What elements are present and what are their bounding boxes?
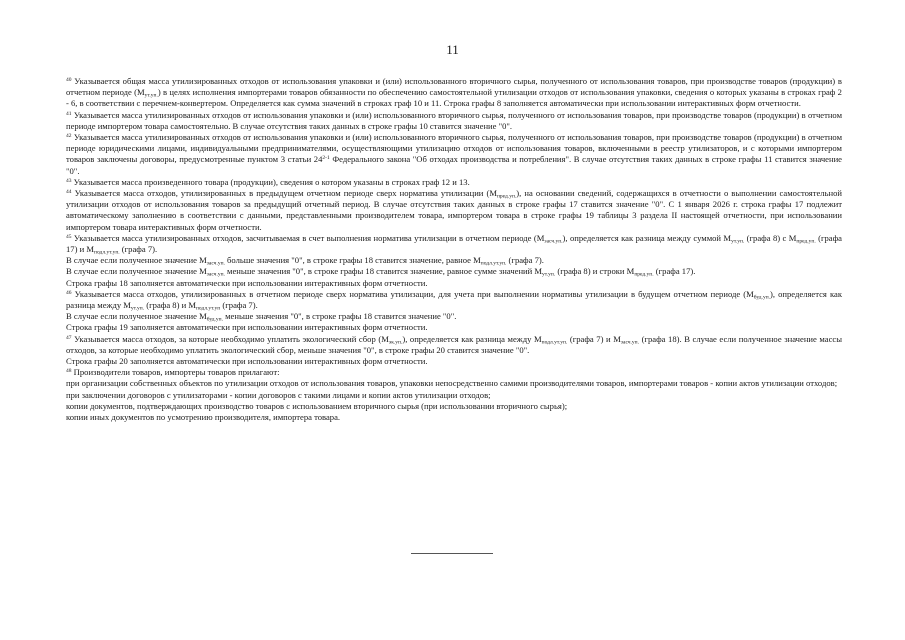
footnote-paragraph — [66, 110, 842, 132]
footnote-text: Строка графы 20 заполняется автоматически при использовании интерактивных форм отчетности. — [66, 356, 428, 367]
footnote-text: Производители товаров, импортеры товаров прилагают: — [73, 367, 280, 378]
footnote-paragraph — [66, 76, 842, 110]
footnote-number: 41 — [66, 110, 72, 117]
footnote-paragraph — [66, 378, 842, 389]
footnote-text: копии документов, подтверждающих производство товаров с использованием вторичного сырья (при использовании вторичного сырья); — [66, 400, 568, 411]
footnote-text: Указывается масса отходов, за которые необходимо уплатить экологический сбор $(М_{эк.уп.})$, определяется как разница между $М_{подл.ут.уп.}$ (графа 7) и $М_{засч.уп.}$ (графа 18). В случае если полученное значение массы отходов, за которые необходимо уплатить экологический сбор, меньше значения "0", в строке графы 20 ставится значение "0". — [66, 333, 842, 355]
footnote-paragraph — [66, 334, 842, 356]
footnote-paragraph — [66, 322, 842, 333]
footnote-text: Строка графы 18 заполняется автоматически при использовании интерактивных форм отчетности. — [66, 277, 428, 288]
footer-divider — [411, 553, 493, 554]
footnote-paragraph — [66, 233, 842, 255]
footnote-number: 45 — [66, 233, 72, 240]
page-number: 11 — [446, 42, 459, 57]
footnote-paragraph — [66, 412, 842, 423]
footnote-paragraph — [66, 255, 842, 266]
footnote-text: В случае если полученное значение $М_{засч.уп.}$ меньше значения "0", в строке графы 18 ставится значение, равное сумме значений $М_{ут.уп.}$ (графа 8) и строки $М_{пред.уп.}$ (графа 17). — [66, 266, 696, 278]
footnote-paragraph — [66, 401, 842, 412]
footnotes-block — [66, 76, 842, 423]
footnote-paragraph — [66, 311, 842, 322]
footnote-text: Указывается масса утилизированных отходов от использования упаковки и (или) использованного вторичного сырья, полученного от использования товаров, при производстве товаров (продукции) в отчетном периоде юридическими лицами, индивидуальными предпринимателями, осуществляющими утилизацию отходов от использования товаров, включенными в реестр утилизаторов, и с которыми импортером товаров заключены договоры, предусмотренные пунктом 3 статьи 24$^{2-1}$ Федерального закона "Об отходах производства и потребления". В случае отсутствия таких данных в строке графы 11 ставится значение "0". — [66, 132, 843, 176]
footnote-text: Указывается масса отходов, утилизированных в предыдущем отчетном периоде сверх норматива утилизации $(М_{пред.уп.})$, на основании сведений, содержащихся в отчетности о выполнении самостоятельной утилизации отходов от использования товаров за предыдущий отчетный период. В случае отсутствия таких данных в строке графы 17 ставится значение "0". С 1 января 2026 г. строка графы 17 подлежит автоматическому заполнению в соответствии с данными, представленными производителем товара, импортером товара в строке графы 19 таблицы 3 раздела II настоящей отчетности, при использовании импортером товара интерактивных форм отчетности. — [66, 188, 842, 232]
footnote-text: Указывается масса утилизированных отходов от использования упаковки и (или) использованного вторичного сырья, полученного от использования товаров, при производстве товаров (продукции) в отчетном периоде импортером товара самостоятельно. В случае отсутствия таких данных в строке графы 10 ставится значение "0". — [66, 109, 843, 131]
footnote-paragraph — [66, 188, 842, 233]
footnote-number: 46 — [66, 289, 72, 296]
footnote-number: 48 — [66, 368, 72, 375]
footnote-number: 43 — [66, 177, 72, 184]
footnote-paragraph — [66, 390, 842, 401]
footnote-text: при заключении договоров с утилизаторами - копии договоров с такими лицами и копии актов утилизации отходов; — [66, 389, 491, 400]
footnote-paragraph — [66, 132, 842, 177]
footnote-paragraph — [66, 177, 842, 188]
footnote-text: копии иных документов по усмотрению производителя, импортера товара. — [66, 412, 341, 423]
footnote-text: Строка графы 19 заполняется автоматически при использовании интерактивных форм отчетности. — [66, 322, 428, 333]
footnote-paragraph — [66, 356, 842, 367]
footnote-text: Указывается масса отходов, утилизированных в отчетном периоде сверх норматива утилизации, для учета при выполнении нормативы утилизации в будущем отчетном периоде $(М_{буд.уп.})$, определяется как разница между $М_{ут.уп.}$ (графа 8) и $М_{подл.ут.уп}$ (графа 7). — [66, 288, 842, 312]
footnote-paragraph — [66, 367, 842, 378]
footnote-text: Указывается масса утилизированных отходов, засчитываемая в счет выполнения норматива утилизации в отчетном периоде $(М_{засч.уп.})$, определяется как разница между суммой $М_{ут.уп.}$ (графа 8) с $М_{пред.уп.}$ (графа 17) и $М_{подл.ут.уп.}$ (графа 7). — [66, 232, 842, 256]
footnote-text: В случае если полученное значение $М_{буд.уп.}$ меньше значения "0", в строке графы 18 ставится значение "0". — [66, 311, 457, 323]
footnote-number: 44 — [66, 189, 72, 196]
footnote-paragraph — [66, 289, 842, 311]
footnote-text: Указывается масса произведенного товара (продукции), сведения о котором указаны в строках граф 12 и 13. — [73, 176, 470, 187]
footnote-number: 47 — [66, 334, 72, 341]
footnote-text: Указывается общая масса утилизированных отходов от использования упаковки и (или) использованного вторичного сырья, полученного от использования товаров, при производстве товаров (продукции) в отчетном периоде $(М_{ут.уп.})$ в целях исполнения импортерами товаров обязанности по обеспечению самостоятельной утилизации отходов от использования упаковки, сведения о которых указаны в строках граф 2 - 6, в соответствии с перечнем-конвертером. Определяется как сумма значений в строках граф 10 и 11. Строка графы 8 заполняется автоматически при использовании интерактивных форм отчетности. — [66, 76, 842, 109]
footnote-paragraph — [66, 278, 842, 289]
footnote-paragraph — [66, 266, 842, 277]
footnote-number: 42 — [66, 133, 72, 140]
footnote-number: 40 — [66, 77, 72, 83]
footnote-text: при организации собственных объектов по утилизации отходов от использования товаров, упаковки непосредственно самими производителями товаров, импортерами товаров - копии актов утилизации отходов; — [66, 378, 838, 389]
footnote-text: В случае если полученное значение $М_{засч.уп.}$ больше значения "0", в строке графы 18 ставится значение, равное $М_{подл.ут.уп.}$ (графа 7). — [66, 255, 544, 267]
